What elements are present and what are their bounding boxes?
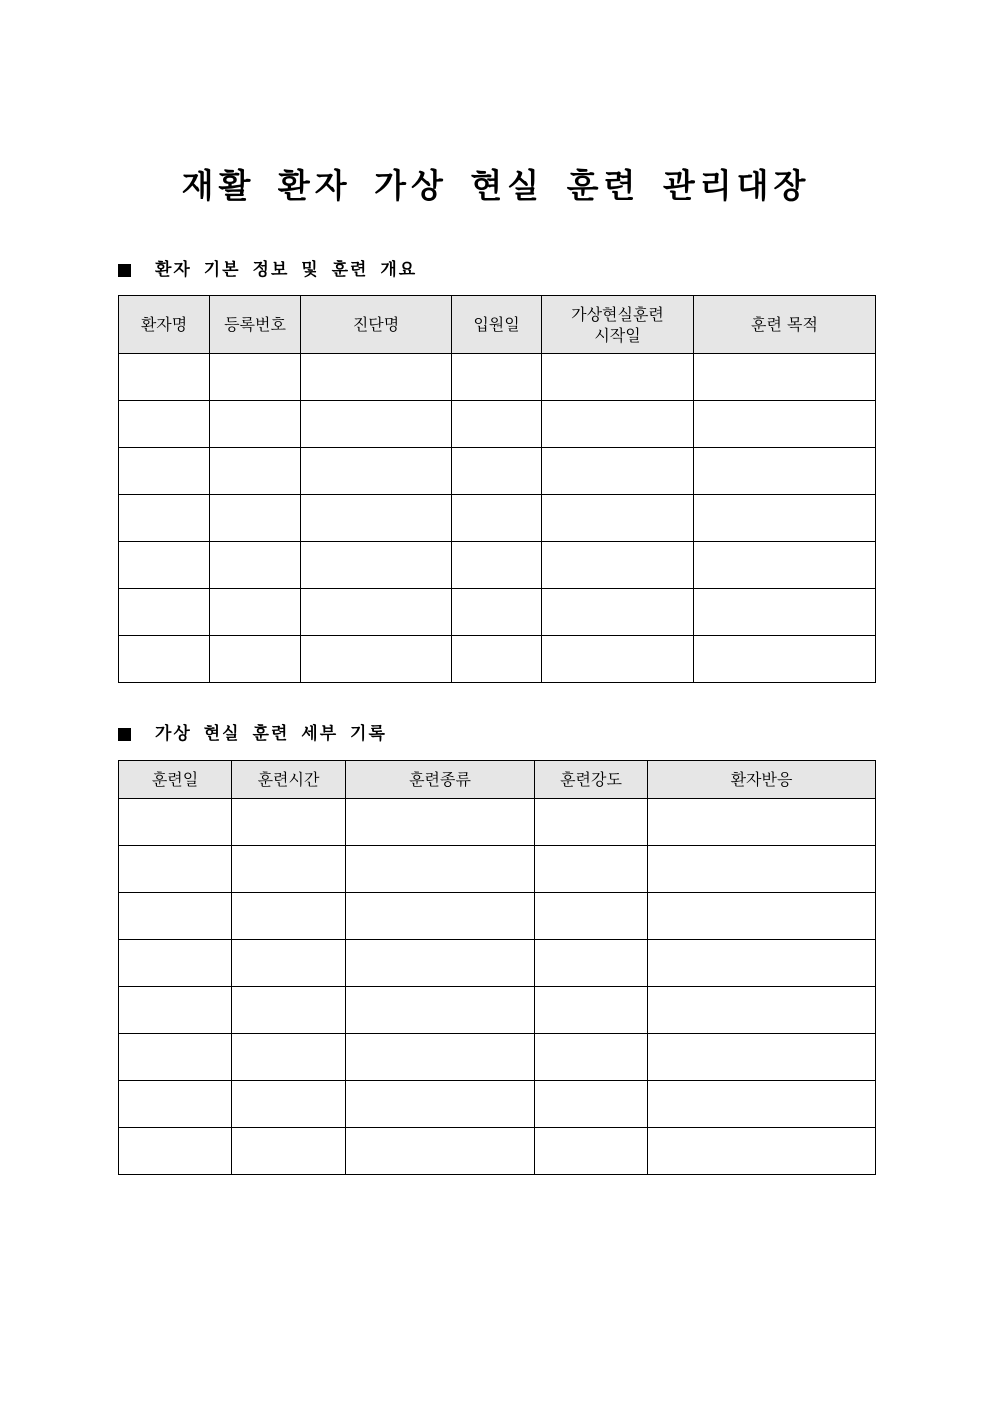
table-row bbox=[119, 1081, 876, 1128]
table-cell[interactable] bbox=[119, 799, 232, 846]
table-cell[interactable] bbox=[535, 987, 648, 1034]
table-cell[interactable] bbox=[648, 893, 876, 940]
col-header-patient-response: 환자반응 bbox=[648, 761, 876, 799]
table-cell[interactable] bbox=[452, 448, 542, 495]
table-cell[interactable] bbox=[301, 401, 452, 448]
section-heading-patient-info bbox=[118, 259, 417, 281]
table-cell[interactable] bbox=[452, 589, 542, 636]
table-cell[interactable] bbox=[542, 589, 694, 636]
table-cell[interactable] bbox=[648, 1128, 876, 1175]
table-cell[interactable] bbox=[119, 448, 210, 495]
table-cell[interactable] bbox=[452, 354, 542, 401]
table-row bbox=[119, 542, 876, 589]
col-header-training-time: 훈련시간 bbox=[232, 761, 346, 799]
table-cell[interactable] bbox=[694, 354, 876, 401]
table-row bbox=[119, 846, 876, 893]
col-header-training-intensity: 훈련강도 bbox=[535, 761, 648, 799]
table-cell[interactable] bbox=[232, 1128, 346, 1175]
table-cell[interactable] bbox=[210, 495, 301, 542]
table-cell[interactable] bbox=[232, 987, 346, 1034]
table-row bbox=[119, 448, 876, 495]
table-cell[interactable] bbox=[452, 542, 542, 589]
col-header-training-goal: 훈련 목적 bbox=[694, 296, 876, 354]
table-cell[interactable] bbox=[346, 799, 535, 846]
table-cell[interactable] bbox=[119, 542, 210, 589]
table-cell[interactable] bbox=[301, 448, 452, 495]
table-cell[interactable] bbox=[542, 542, 694, 589]
col-header-diagnosis: 진단명 bbox=[301, 296, 452, 354]
section-heading-training-record bbox=[118, 723, 387, 745]
col-header-training-type: 훈련종류 bbox=[346, 761, 535, 799]
table-cell[interactable] bbox=[232, 846, 346, 893]
table-cell[interactable] bbox=[232, 940, 346, 987]
col-header-vr-start-date bbox=[542, 296, 694, 354]
table-cell[interactable] bbox=[210, 401, 301, 448]
table-cell[interactable] bbox=[346, 987, 535, 1034]
table-cell[interactable] bbox=[346, 1128, 535, 1175]
table-cell[interactable] bbox=[301, 636, 452, 683]
table-cell[interactable] bbox=[542, 448, 694, 495]
table-cell[interactable] bbox=[119, 1034, 232, 1081]
table-cell[interactable] bbox=[346, 846, 535, 893]
table-cell[interactable] bbox=[542, 354, 694, 401]
table-row bbox=[119, 589, 876, 636]
table-cell[interactable] bbox=[648, 1081, 876, 1128]
black-square-bullet-icon bbox=[118, 728, 131, 741]
table-cell[interactable] bbox=[346, 940, 535, 987]
table-cell[interactable] bbox=[346, 1034, 535, 1081]
table-cell[interactable] bbox=[452, 636, 542, 683]
table-cell[interactable] bbox=[301, 495, 452, 542]
table-cell[interactable] bbox=[648, 940, 876, 987]
table-row bbox=[119, 495, 876, 542]
page-title: 재활 환자 가상 현실 훈련 관리대장 bbox=[181, 166, 811, 205]
patient-info-table bbox=[118, 295, 876, 683]
col-header-vr-start-line2: 시작일 bbox=[594, 325, 641, 345]
table-cell[interactable] bbox=[210, 636, 301, 683]
table-row bbox=[119, 799, 876, 846]
table-row bbox=[119, 636, 876, 683]
table-row bbox=[119, 893, 876, 940]
table-cell[interactable] bbox=[210, 448, 301, 495]
col-header-vr-start-line1: 가상현실훈련 bbox=[571, 304, 664, 324]
table-cell[interactable] bbox=[119, 1081, 232, 1128]
table-cell[interactable] bbox=[452, 401, 542, 448]
table-cell[interactable] bbox=[119, 1128, 232, 1175]
table-cell[interactable] bbox=[535, 940, 648, 987]
table-cell[interactable] bbox=[648, 1034, 876, 1081]
table-cell[interactable] bbox=[694, 589, 876, 636]
table-cell[interactable] bbox=[210, 354, 301, 401]
table-cell[interactable] bbox=[119, 940, 232, 987]
col-header-admission-date: 입원일 bbox=[452, 296, 542, 354]
table-row bbox=[119, 354, 876, 401]
table-cell[interactable] bbox=[535, 846, 648, 893]
col-header-patient-name: 환자명 bbox=[119, 296, 210, 354]
table-cell[interactable] bbox=[119, 987, 232, 1034]
table-cell[interactable] bbox=[694, 401, 876, 448]
table-cell[interactable] bbox=[535, 893, 648, 940]
table-cell[interactable] bbox=[232, 1034, 346, 1081]
table-cell[interactable] bbox=[694, 448, 876, 495]
table-cell[interactable] bbox=[346, 893, 535, 940]
section-heading-label: 가상 현실 훈련 세부 기록 bbox=[155, 724, 387, 744]
table-cell[interactable] bbox=[119, 401, 210, 448]
table-cell[interactable] bbox=[694, 495, 876, 542]
table-cell[interactable] bbox=[232, 799, 346, 846]
table-cell[interactable] bbox=[648, 987, 876, 1034]
table-cell[interactable] bbox=[542, 495, 694, 542]
table-cell[interactable] bbox=[535, 799, 648, 846]
table-row bbox=[119, 401, 876, 448]
table-cell[interactable] bbox=[452, 495, 542, 542]
table-row bbox=[119, 1034, 876, 1081]
table-header-row bbox=[119, 296, 876, 354]
table-cell[interactable] bbox=[542, 401, 694, 448]
black-square-bullet-icon bbox=[118, 264, 131, 277]
table-row bbox=[119, 940, 876, 987]
table-cell[interactable] bbox=[694, 542, 876, 589]
table-cell[interactable] bbox=[210, 589, 301, 636]
table-cell[interactable] bbox=[232, 1081, 346, 1128]
table-cell[interactable] bbox=[301, 354, 452, 401]
table-cell[interactable] bbox=[535, 1081, 648, 1128]
table-cell[interactable] bbox=[119, 636, 210, 683]
table-cell[interactable] bbox=[648, 799, 876, 846]
table-cell[interactable] bbox=[535, 1034, 648, 1081]
table-cell[interactable] bbox=[648, 846, 876, 893]
table-cell[interactable] bbox=[232, 893, 346, 940]
table-cell[interactable] bbox=[119, 354, 210, 401]
training-record-table bbox=[118, 760, 876, 1175]
table-cell[interactable] bbox=[210, 542, 301, 589]
col-header-training-date: 훈련일 bbox=[119, 761, 232, 799]
table-cell[interactable] bbox=[535, 1128, 648, 1175]
col-header-registration-no: 등록번호 bbox=[210, 296, 301, 354]
table-cell[interactable] bbox=[119, 846, 232, 893]
table-row bbox=[119, 1128, 876, 1175]
table-cell[interactable] bbox=[301, 589, 452, 636]
table-cell[interactable] bbox=[542, 636, 694, 683]
table-cell[interactable] bbox=[694, 636, 876, 683]
table-cell[interactable] bbox=[119, 893, 232, 940]
table-cell[interactable] bbox=[119, 589, 210, 636]
table-cell[interactable] bbox=[301, 542, 452, 589]
table-cell[interactable] bbox=[119, 495, 210, 542]
section-heading-label: 환자 기본 정보 및 훈련 개요 bbox=[155, 260, 418, 280]
table-row bbox=[119, 987, 876, 1034]
table-cell[interactable] bbox=[346, 1081, 535, 1128]
table-header-row bbox=[119, 761, 876, 799]
